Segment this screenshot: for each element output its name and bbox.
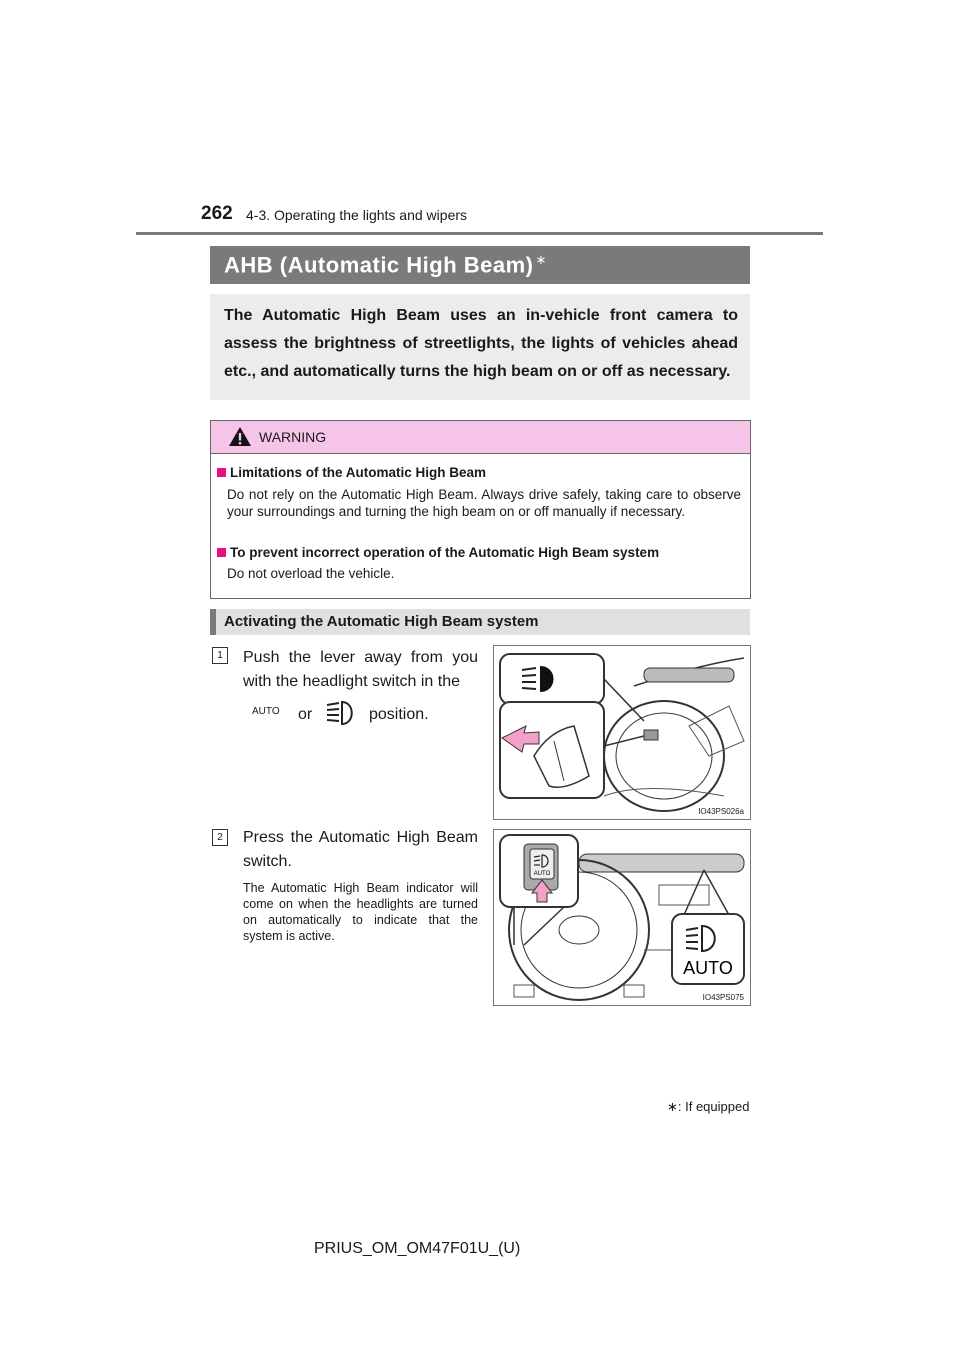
footer-document-code: PRIUS_OM_OM47F01U_(U) xyxy=(314,1240,521,1257)
figure-lever-illustration xyxy=(493,645,751,820)
title-asterisk: ∗ xyxy=(535,252,547,267)
auto-symbol: AUTO xyxy=(252,706,280,717)
lever-illustration xyxy=(494,646,750,819)
switch-illustration xyxy=(494,830,750,1005)
subsection-title: Activating the Automatic High Beam system xyxy=(224,613,539,630)
pink-square-bullet-icon xyxy=(217,548,226,557)
switch-auto-label: AUTO xyxy=(533,871,551,877)
intro-text: The Automatic High Beam uses an in-vehicle front camera to assess the brightness of streetlights, the lights of vehicles ahead etc., and automatically turns the high beam on or off as necessary. xyxy=(224,307,738,380)
warning-triangle-icon xyxy=(228,426,252,447)
page-title: AHB (Automatic High Beam) ∗ xyxy=(224,252,547,278)
figure-code: IO43PS075 xyxy=(702,993,744,1002)
warning-item-body: Do not rely on the Automatic High Beam. Always drive safely, taking care to observe your surroundings and turning the high beam on or off manually if necessary. xyxy=(227,487,741,519)
figure-code: IO43PS026a xyxy=(698,807,744,816)
position-word: position. xyxy=(369,706,429,723)
auto-indicator-label: AUTO xyxy=(683,958,733,978)
footnote: ∗: If equipped xyxy=(667,1099,750,1114)
warning-item-title: To prevent incorrect operation of the Automatic High Beam system xyxy=(217,545,659,560)
warning-box xyxy=(210,420,751,599)
warning-header xyxy=(211,421,750,454)
headlight-icon xyxy=(325,700,359,726)
warning-item-title: Limitations of the Automatic High Beam xyxy=(217,465,486,480)
warning-label: WARNING xyxy=(259,429,327,445)
intro-box xyxy=(210,294,750,400)
step-number: 2 xyxy=(212,829,228,846)
figure-switch-illustration xyxy=(493,829,751,1006)
step-text: Press the Automatic High Beam switch. xyxy=(243,829,478,870)
step-text: Push the lever away from you with the headlight switch in the xyxy=(243,649,478,690)
section-reference: 4-3. Operating the lights and wipers xyxy=(246,207,468,223)
title-bar xyxy=(210,246,750,284)
header-rule xyxy=(136,232,823,235)
subsection-bar xyxy=(210,609,750,635)
warning-item-body: Do not overload the vehicle. xyxy=(227,566,395,581)
pink-square-bullet-icon xyxy=(217,468,226,477)
or-word: or xyxy=(298,706,313,723)
page-number: 262 xyxy=(201,203,233,224)
step-number: 1 xyxy=(212,647,228,664)
step-subtext: The Automatic High Beam indicator will come on when the headlights are turned on automatically to indicate that the system is active. xyxy=(243,881,478,943)
